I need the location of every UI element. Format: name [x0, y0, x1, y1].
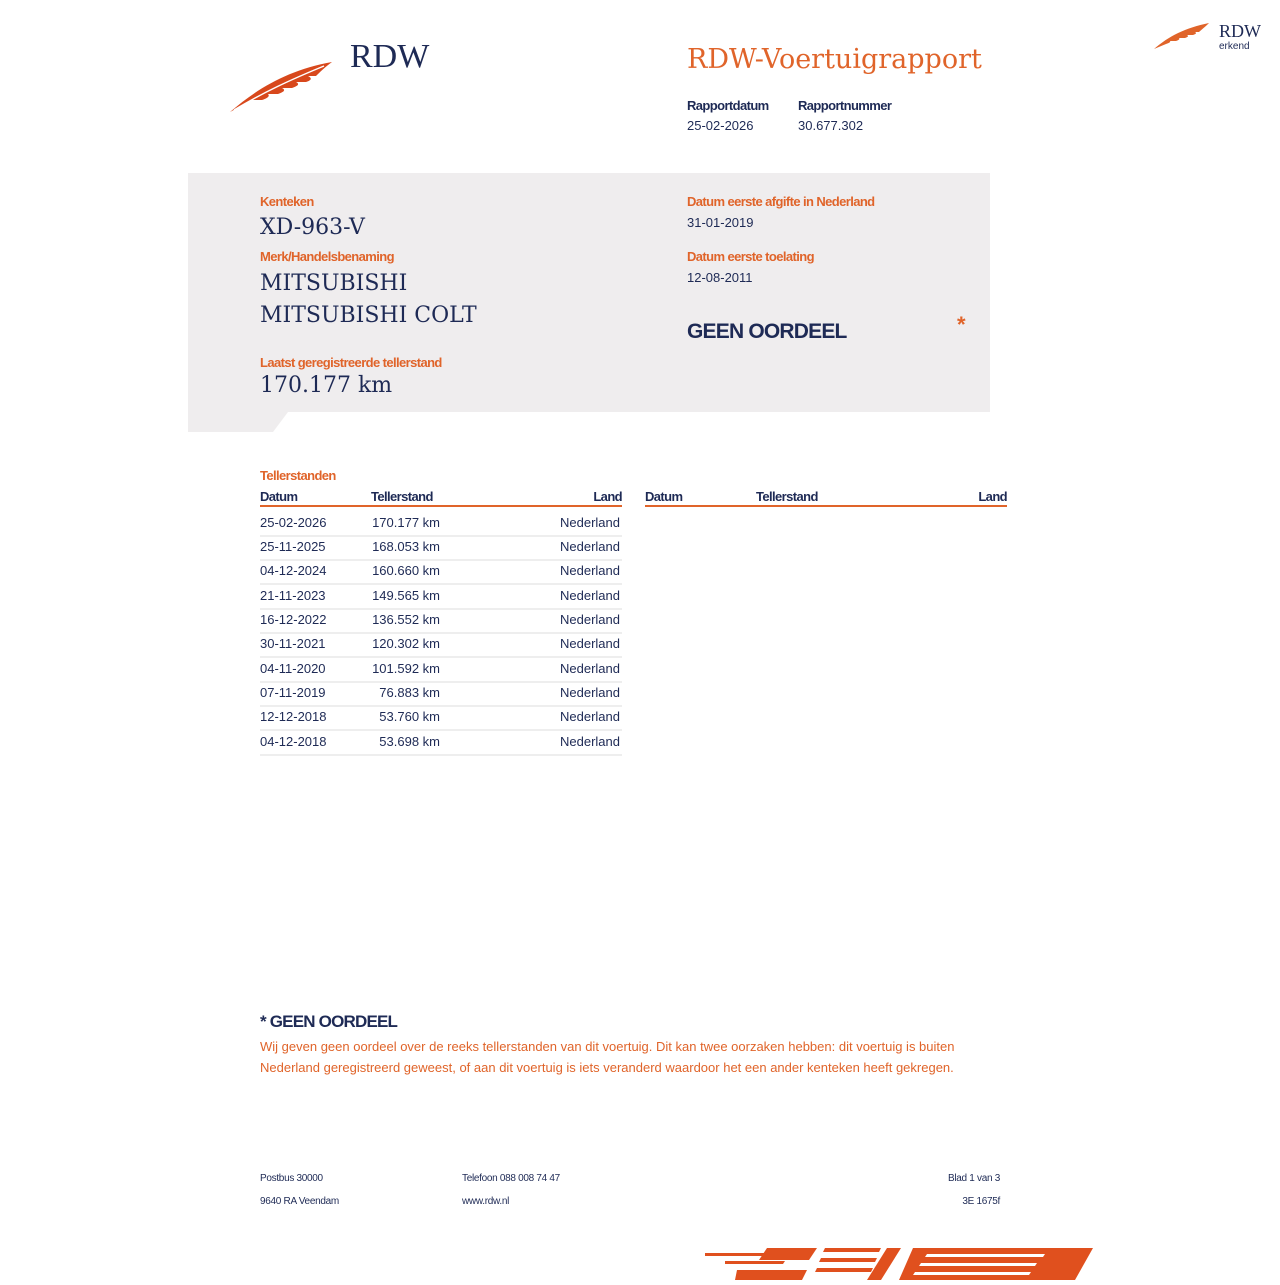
rdw-erkend-badge [1153, 20, 1273, 54]
rdw-feather-icon [228, 58, 338, 114]
col-header-land-2: Land [978, 489, 1007, 504]
kenteken-value: XD-963-V [260, 215, 365, 240]
row-km: 136.552 km [372, 612, 440, 627]
merk-value: MITSUBISHI [260, 271, 408, 296]
table-row [260, 535, 622, 561]
footer-code: 3E 1675f [962, 1196, 1000, 1207]
row-date: 04-12-2024 [260, 563, 327, 578]
report-title: RDW-Voertuigrapport [687, 44, 982, 75]
col-header-datum: Datum [260, 489, 298, 504]
col-header-land: Land [593, 489, 622, 504]
rdw-erkend-feather-icon [1153, 22, 1211, 50]
row-land: Nederland [560, 612, 620, 627]
badge-sub: erkend [1219, 41, 1250, 52]
row-date: 07-11-2019 [260, 685, 326, 700]
toelating-label: Datum eerste toelating [687, 249, 814, 264]
rdw-logo-text: RDW [350, 38, 430, 75]
footnote-text: Wij geven geen oordeel over de reeks tellerstanden van dit voertuig. Dit kan twee oorzaken hebben: dit voertuig is buiten Nederland geregistreerd geweest, of aan dit voertuig is iets veranderd waardoor het een ander kenteken heeft gekregen. [260, 1039, 955, 1075]
row-land: Nederland [560, 539, 620, 554]
merk-label: Merk/Handelsbenaming [260, 249, 394, 264]
footer-plaats: 9640 RA Veendam [260, 1196, 339, 1207]
col-header-datum-2: Datum [645, 489, 683, 504]
row-km: 76.883 km [379, 685, 440, 700]
row-km: 160.660 km [372, 563, 440, 578]
rdw-logo [228, 58, 338, 114]
row-date: 25-02-2026 [260, 515, 327, 530]
row-land: Nederland [560, 685, 620, 700]
row-land: Nederland [560, 661, 620, 676]
row-date: 25-11-2025 [260, 539, 326, 554]
footer-stripes-graphic [705, 1244, 1095, 1280]
row-land: Nederland [560, 709, 620, 724]
table-row [260, 730, 622, 756]
row-date: 21-11-2023 [260, 588, 326, 603]
table-row [260, 657, 622, 683]
col-header-tellerstand: Tellerstand [371, 489, 433, 504]
row-date: 12-12-2018 [260, 709, 327, 724]
rapportdatum-label: Rapportdatum [687, 98, 769, 113]
table-row [260, 705, 622, 731]
row-km: 53.698 km [379, 734, 440, 749]
row-land: Nederland [560, 588, 620, 603]
footer-telefoon: Telefoon 088 008 74 47 [462, 1173, 560, 1184]
row-km: 53.760 km [379, 709, 440, 724]
table-row [260, 681, 622, 707]
row-land: Nederland [560, 563, 620, 578]
footer-website[interactable]: www.rdw.nl [462, 1196, 510, 1207]
table-row [260, 511, 622, 537]
row-date: 30-11-2021 [260, 636, 326, 651]
row-km: 101.592 km [372, 661, 440, 676]
row-km: 168.053 km [372, 539, 440, 554]
table-row [260, 632, 622, 658]
table-title: Tellerstanden [260, 468, 336, 483]
row-date: 16-12-2022 [260, 612, 327, 627]
toelating-value: 12-08-2011 [687, 270, 753, 285]
table-header-rule [260, 505, 622, 507]
rapportnummer-label: Rapportnummer [798, 98, 892, 113]
row-date: 04-12-2018 [260, 734, 327, 749]
tellerstand-value: 170.177 km [260, 373, 393, 398]
row-km: 120.302 km [372, 636, 440, 651]
oordeel-asterisk: * [957, 312, 966, 337]
footnote-title: * GEEN OORDEEL [260, 1012, 398, 1031]
afgifte-label: Datum eerste afgifte in Nederland [687, 194, 875, 209]
badge-brand: RDW [1219, 21, 1261, 41]
table-row [260, 608, 622, 634]
row-land: Nederland [560, 636, 620, 651]
row-km: 170.177 km [372, 515, 440, 530]
kenteken-label: Kenteken [260, 194, 314, 209]
col-header-tellerstand-2: Tellerstand [756, 489, 818, 504]
table-row [260, 584, 622, 610]
table-header-rule-2 [645, 505, 1007, 507]
footer-blad: Blad 1 van 3 [948, 1173, 1000, 1184]
row-date: 04-11-2020 [260, 661, 326, 676]
rapportnummer-value: 30.677.302 [798, 118, 864, 133]
vehicle-info-panel-tab [188, 412, 288, 432]
table-row [260, 559, 622, 585]
footer-postbus: Postbus 30000 [260, 1173, 323, 1184]
afgifte-value: 31-01-2019 [687, 215, 754, 230]
row-land: Nederland [560, 515, 620, 530]
rapportdatum-value: 25-02-2026 [687, 118, 754, 133]
tellerstand-label: Laatst geregistreerde tellerstand [260, 355, 442, 370]
handelsbenaming-value: MITSUBISHI COLT [260, 303, 477, 328]
row-land: Nederland [560, 734, 620, 749]
oordeel-value: GEEN OORDEEL [687, 320, 847, 343]
row-km: 149.565 km [372, 588, 440, 603]
